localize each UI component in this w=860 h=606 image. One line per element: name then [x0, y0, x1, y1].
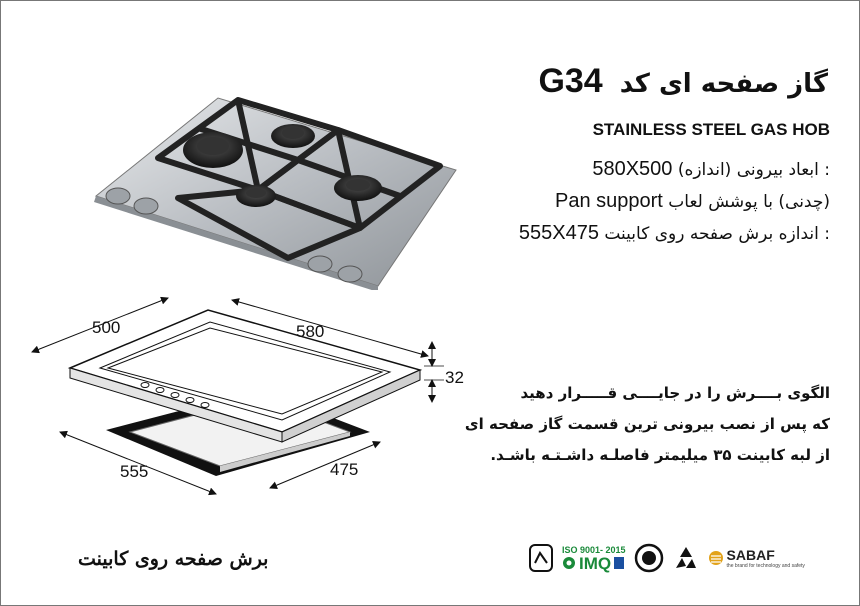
spec-pan-support — [555, 190, 830, 213]
note-line-3: از لبه کابینت ۳۵ میلیمتر فاصلـه داشـتـه باشـد. — [490, 446, 830, 464]
cutout-label: برش صفحه روی کابینت — [78, 548, 269, 570]
product-subtitle: STAINLESS STEEL GAS HOB — [592, 120, 830, 139]
hob-product-image — [88, 78, 458, 290]
gas-appliance-icon — [528, 543, 554, 573]
product-title — [538, 62, 828, 101]
iso-imq-logo — [562, 545, 626, 572]
dimension-drawing — [20, 290, 450, 510]
sabaf-label: SABAF — [726, 547, 775, 563]
recycle-icon — [672, 544, 700, 572]
dim-cut-depth: 475 — [330, 460, 359, 479]
dim-cut-width: 555 — [120, 462, 149, 481]
spec-value: 555X475 — [518, 222, 599, 244]
imq-mark-icon — [562, 556, 576, 570]
imq-badge-icon — [614, 557, 624, 569]
sabaf-tagline: the brand for technology and safety — [726, 563, 805, 569]
spec-label: : اندازه برش صفحه روی کابینت — [604, 224, 830, 244]
spec-outer-dimensions — [592, 158, 830, 181]
spec-value: 580X500 — [592, 158, 673, 180]
title-text: گاز صفحه ای کد — [619, 69, 828, 99]
iso-label: ISO 9001- 2015 — [562, 544, 626, 555]
dim-depth-outer: 500 — [92, 318, 121, 337]
imq-label: IMQ — [579, 553, 612, 573]
spec-label: (چدنی) با پوشش لعاب — [668, 192, 830, 212]
spec-value: Pan support — [555, 190, 663, 212]
spec-label: : ابعاد بیرونی (اندازه) — [677, 160, 830, 180]
certified-seal-icon — [634, 543, 664, 573]
dim-height: 32 — [445, 368, 464, 387]
sabaf-mark-icon — [708, 550, 724, 566]
certification-logos — [528, 538, 805, 578]
sabaf-logo — [708, 547, 805, 569]
dim-width-outer: 580 — [296, 322, 325, 341]
model-code: G34 — [538, 62, 603, 100]
note-line-2: که پس از نصب بیرونی ترین قسمت گاز صفحه ای — [464, 415, 830, 433]
spec-cut-size — [519, 222, 830, 245]
note-line-1: الگوی بــــرش را در جایــــی قـــــرار دهید — [520, 384, 830, 402]
